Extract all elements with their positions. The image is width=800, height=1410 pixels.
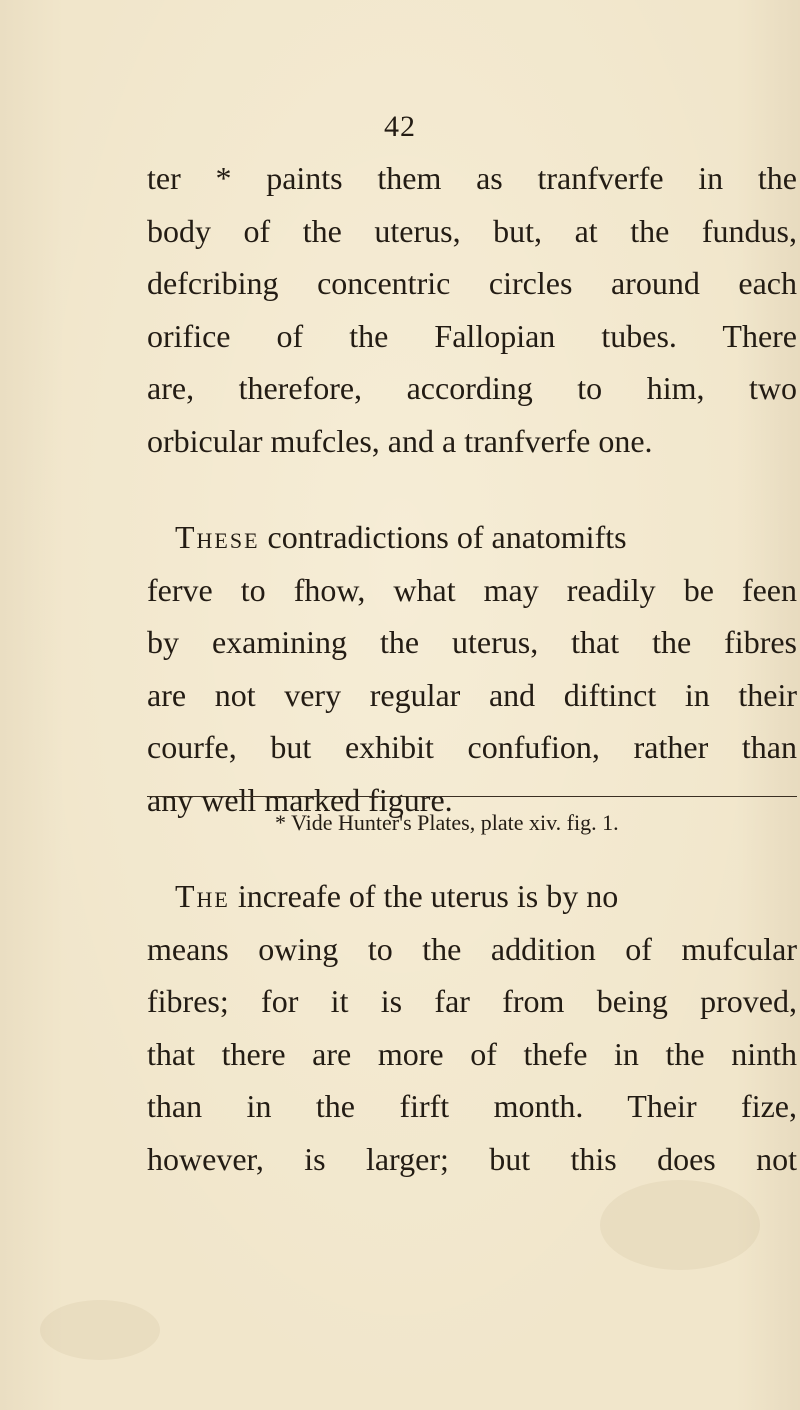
body-text <box>147 152 797 1185</box>
text-line: body of the uterus, but, at the fundus, <box>147 212 797 249</box>
text-line: orifice of the Fallopian tubes. There <box>147 317 797 354</box>
text-line-lead <box>147 870 797 923</box>
text-line: that there are more of thefe in the ninth <box>147 1035 797 1072</box>
small-caps-lead: These <box>175 519 260 555</box>
text-line: however, is larger; but this does not <box>147 1140 797 1177</box>
text-line: courfe, but exhibit confufion, rather than <box>147 729 797 765</box>
paragraph-1 <box>147 152 797 467</box>
text-line: than in the firft month. Their fize, <box>147 1088 797 1124</box>
small-caps-lead: The <box>175 878 230 914</box>
paragraph-3 <box>147 870 797 1185</box>
text-line: defcribing concentric circles around each <box>147 265 797 301</box>
text-line: are not very regular and diftinct in their <box>147 676 797 713</box>
page-number: 42 <box>384 110 416 143</box>
text-line: by examining the uterus, that the fibres <box>147 624 797 660</box>
paragraph-2 <box>147 511 797 826</box>
paper-stain <box>40 1300 160 1360</box>
text-line: are, therefore, according to him, two <box>147 370 797 406</box>
text-line-rest: contradictions of anatomifts <box>259 519 627 555</box>
text-line: ter * paints them as tranfverfe in the <box>147 160 797 196</box>
text-line: fibres; for it is far from being proved, <box>147 983 797 1019</box>
text-line: means owing to the addition of mufcular <box>147 930 797 967</box>
paragraph-gap <box>147 467 797 511</box>
paper-stain <box>600 1180 760 1270</box>
text-line: orbicular mufcles, and a tranfverfe one. <box>147 422 653 459</box>
footnote-rule <box>147 796 797 797</box>
text-line-lead <box>147 511 797 564</box>
text-line: ferve to fhow, what may readily be feen <box>147 571 797 608</box>
footnote: * Vide Hunter's Plates, plate xiv. fig. 1. <box>275 810 619 835</box>
text-line-rest: increafe of the uterus is by no <box>229 878 619 914</box>
text-line: any well marked figure. <box>147 781 453 818</box>
